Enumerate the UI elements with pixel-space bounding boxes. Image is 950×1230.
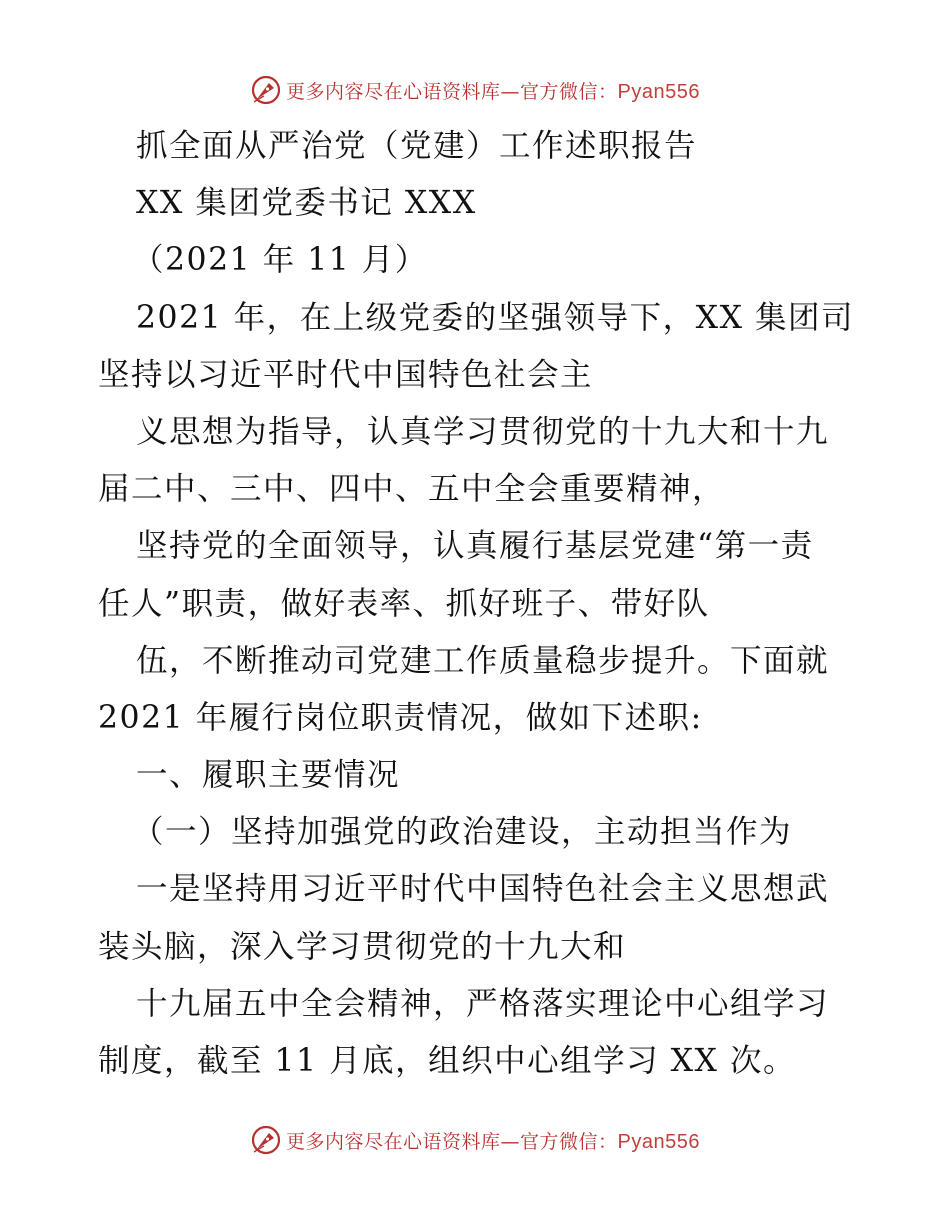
watermark-contact: Pyan556 xyxy=(617,1130,700,1153)
document-title: 抓全面从严治党（党建）工作述职报告 xyxy=(136,128,698,164)
date-line: （2021 年 11 月） xyxy=(132,242,428,279)
paragraph-line: 制度，截至 11 月底，组织中心组学习 XX 次。 xyxy=(98,1043,796,1079)
subsection-heading: （一）坚持加强党的政治建设，主动担当作为 xyxy=(132,814,793,851)
watermark-contact: Pyan556 xyxy=(617,80,700,103)
watermark-banner-bottom xyxy=(0,1120,950,1160)
pen-nib-circle-icon xyxy=(250,74,282,106)
pen-nib-circle-icon xyxy=(250,1124,282,1156)
author-line: XX 集团党委书记 XXX xyxy=(136,185,477,222)
paragraph-line: 任人”职责，做好表率、抓好班子、带好队 xyxy=(98,585,710,622)
paragraph-line: 坚持以习近平时代中国特色社会主 xyxy=(98,356,594,393)
paragraph-line: 2021 年履行岗位职责情况，做如下述职: xyxy=(98,699,703,736)
paragraph-line: 义思想为指导，认真学习贯彻党的十九大和十九 xyxy=(136,413,830,450)
watermark-label: 更多内容尽在心语资料库—官方微信： xyxy=(286,1130,618,1153)
paragraph-line: 一是坚持用习近平时代中国特色社会主义思想武 xyxy=(136,871,830,908)
watermark-banner-top xyxy=(0,70,950,110)
paragraph-line: 装头脑，深入学习贯彻党的十九大和 xyxy=(98,928,627,965)
paragraph-line: 坚持党的全面领导，认真履行基层党建“第一责 xyxy=(136,528,814,565)
document-body xyxy=(98,118,858,1090)
watermark-text xyxy=(286,77,700,104)
paragraph-line: 伍，不断推动司党建工作质量稳步提升。下面就 xyxy=(136,642,830,679)
section-heading: 一、履职主要情况 xyxy=(136,757,401,794)
paragraph-line: 届二中、三中、四中、五中全会重要精神， xyxy=(98,471,726,508)
watermark-text xyxy=(286,1127,700,1154)
paragraph-line: 2021 年，在上级党委的坚强领导下，XX 集团司 xyxy=(136,299,855,336)
watermark-label: 更多内容尽在心语资料库—官方微信： xyxy=(286,80,618,103)
paragraph-line: 十九届五中全会精神，严格落实理论中心组学习 xyxy=(136,985,830,1022)
